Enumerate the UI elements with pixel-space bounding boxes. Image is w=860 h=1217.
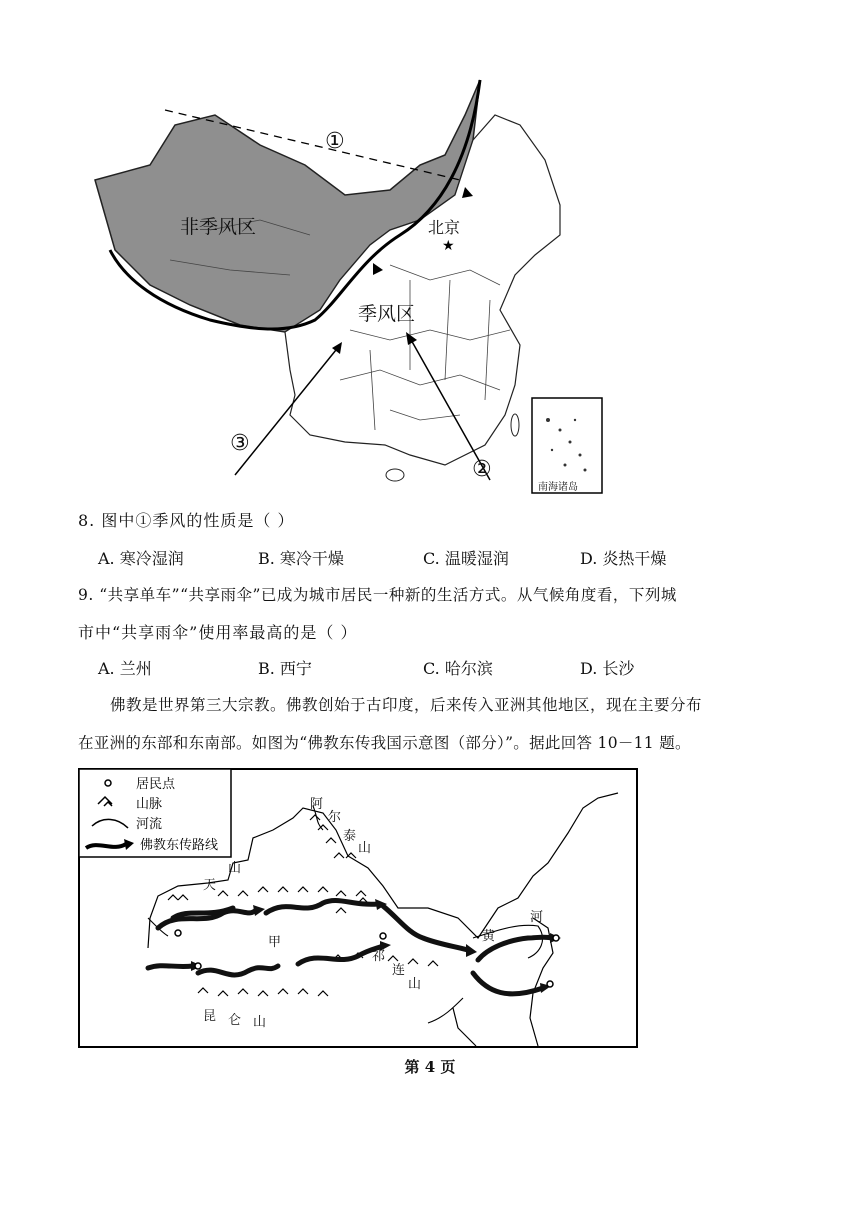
label-a: 阿 <box>310 797 324 812</box>
q9-option-a: A. 兰州 <box>98 659 152 678</box>
beijing-star: ★ <box>442 238 455 254</box>
label-lun: 仑 <box>228 1013 242 1028</box>
q9-option-b: B. 西宁 <box>258 659 312 678</box>
hainan-island <box>386 469 404 481</box>
label-kun: 昆 <box>203 1009 217 1024</box>
passage-line2: 在亚洲的东部和东南部。如图为“佛教东传我国示意图（部分）”。据此回答 10－11 题。 <box>78 734 691 752</box>
south-china-sea-inset <box>532 398 602 493</box>
q8-option-d: D. 炎热干燥 <box>580 549 667 568</box>
label-tian: 天 <box>203 878 217 893</box>
label-he: 河 <box>530 910 544 925</box>
legend-settlement: 居民点 <box>136 777 176 792</box>
q8-option-a: A. 寒冷湿润 <box>98 549 184 568</box>
monsoon-3-label: ③ <box>230 431 250 456</box>
label-lian: 连 <box>392 963 406 978</box>
passage-line1: 佛教是世界第三大宗教。佛教创始于古印度，后来传入亚洲其他地区，现在主要分布 <box>110 696 703 714</box>
q9-option-c: C. 哈尔滨 <box>423 659 493 678</box>
q9-stem-line1: 9. “共享单车”“共享雨伞”已成为城市居民一种新的生活方式。从气候角度看，下列城 <box>78 586 677 604</box>
label-qi: 祁 <box>372 949 386 964</box>
label-tai: 泰 <box>343 829 357 844</box>
page-number: 第 4 页 <box>404 1058 456 1076</box>
q8-stem: 8. 图中①季风的性质是（ ） <box>78 511 295 530</box>
label-huang: 黄 <box>482 929 496 944</box>
label-shan-tianshan: 山 <box>228 861 242 876</box>
label-er: 尔 <box>328 810 342 825</box>
label-shan-qilian: 山 <box>408 977 422 992</box>
buddhism-spread-map <box>78 768 638 1048</box>
q8-option-b: B. 寒冷干燥 <box>258 549 344 568</box>
label-jia: 甲 <box>268 935 282 950</box>
route-legend-icon <box>86 844 126 848</box>
q8-option-c: C. 温暖湿润 <box>423 549 509 568</box>
q9-stem-line2: 市中“共享雨伞”使用率最高的是（ ） <box>78 623 358 642</box>
taiwan-island <box>511 414 519 436</box>
q9-option-d: D. 长沙 <box>580 659 635 678</box>
label-shan-altai: 山 <box>358 841 372 856</box>
legend-mountain: 山脉 <box>136 797 163 812</box>
legend-route: 佛教东传路线 <box>140 838 219 853</box>
monsoon-label: 季风区 <box>358 303 416 325</box>
beijing-label: 北京 <box>428 218 461 237</box>
legend-river: 河流 <box>136 817 163 832</box>
label-shan-kunlun: 山 <box>253 1015 267 1030</box>
inset-label: 南海诸岛 <box>538 482 578 493</box>
monsoon-2-label: ② <box>472 457 492 482</box>
monsoon-1-label: ① <box>325 129 345 154</box>
monsoon-map <box>90 70 635 500</box>
non-monsoon-label: 非季风区 <box>180 216 257 238</box>
